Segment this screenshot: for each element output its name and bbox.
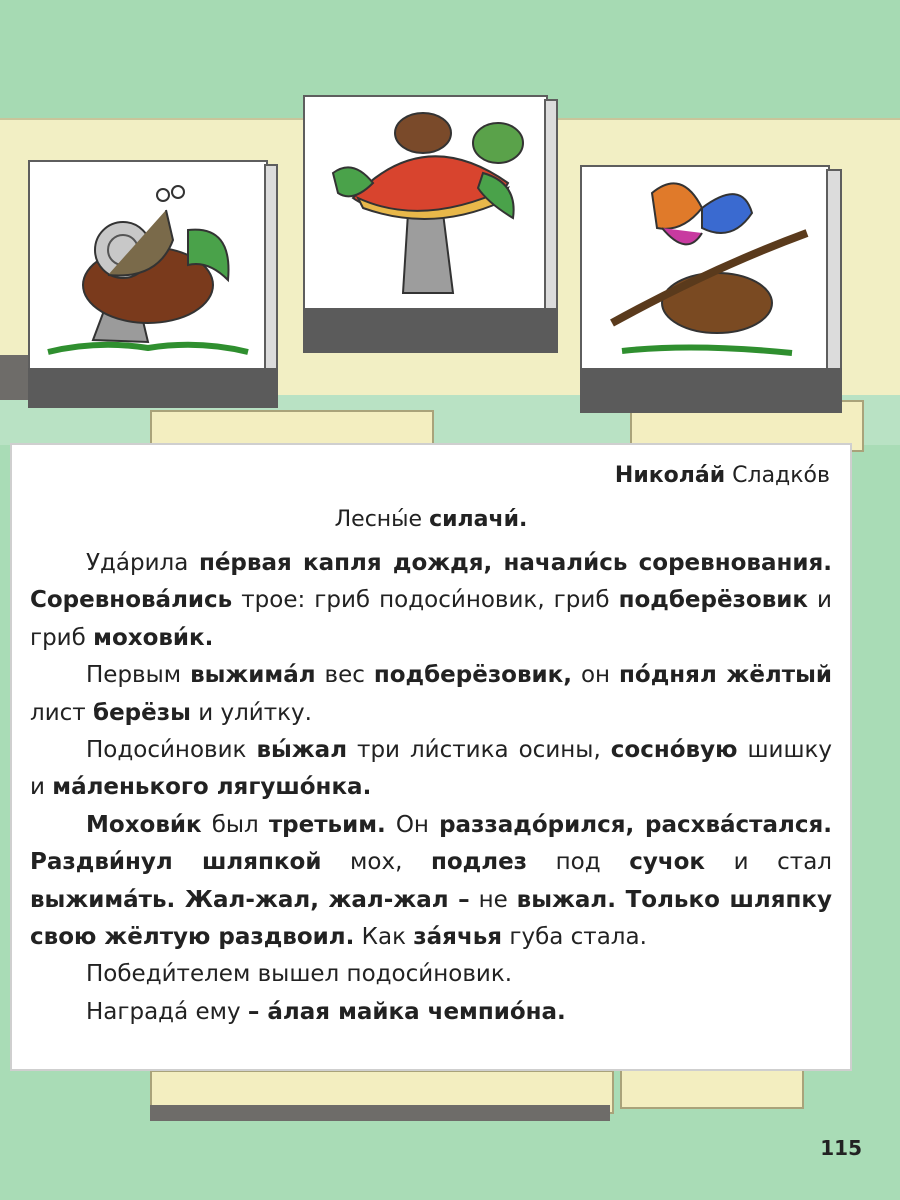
author-name [615, 463, 830, 488]
story-title-bold: силачи́. [429, 507, 528, 532]
text-run: Первым [86, 662, 191, 689]
text-run: берёзы [93, 699, 191, 726]
text-run: соснóвую [610, 737, 738, 764]
text-run: он [572, 662, 620, 689]
text-run: был [201, 811, 269, 838]
boletus-frog-illustration [313, 103, 543, 303]
page-number: 115 [820, 1136, 862, 1160]
text-run: третьим. [268, 811, 386, 838]
picture-cube-butterfly [580, 165, 845, 415]
text-run: подлез [430, 849, 528, 876]
story-paragraph [30, 545, 832, 657]
text-run: подберёзовик, [373, 662, 573, 689]
text-run: Победи́телем вышел подоси́новик. [86, 961, 513, 988]
text-run: и гриб [30, 587, 832, 651]
text-run: сучок [629, 849, 706, 876]
author-last-name: Сладкóв [732, 463, 830, 488]
text-run: раззадóрился, расхвáстался. Раздви́нул шляпкой [30, 811, 833, 876]
text-run: пéрвая капля дождя, начали́сь соревнования. [198, 550, 832, 576]
text-run: не [469, 886, 517, 913]
text-run: шишку и [30, 737, 832, 801]
text-run: губа стала. [502, 924, 647, 951]
text-run: Как [354, 924, 414, 951]
text-run: выжал. Только шляпку свою жёлтую раздвоил. [30, 886, 833, 951]
text-run: вы́жал [256, 737, 348, 764]
text-run: Соревновáлись [30, 587, 233, 614]
story-text-panel [10, 443, 852, 1071]
text-run: выжимáл [190, 662, 316, 689]
text-run: мáленького лягушóнка. [52, 774, 372, 801]
text-run: подберёзовик [618, 587, 808, 614]
picture-cube-mushroom-frog [303, 95, 558, 385]
story-paragraph [30, 807, 832, 957]
snail-mushroom-illustration [38, 170, 258, 360]
text-run: Удáрила [86, 550, 199, 576]
picture-cube-snail [28, 160, 278, 410]
story-paragraph [30, 657, 832, 732]
text-run: три ли́стика осины, [347, 737, 611, 764]
text-run: Подоси́новик [86, 737, 257, 764]
text-run: Наградá ему [86, 998, 248, 1025]
text-run: зáячья [413, 924, 503, 951]
text-run: вес [315, 662, 374, 689]
text-run: Он [385, 811, 440, 838]
author-first-name: Николáй [614, 463, 726, 488]
story-title-plain: Лесны́е [334, 507, 423, 532]
text-run: выжимáть. Жал-жал, жал-жал – [30, 886, 470, 913]
text-run: и ули́тку. [190, 699, 312, 726]
text-run: – áлая майка чемпиóна. [247, 998, 566, 1025]
text-run: трое: гриб подоси́новик, гриб [232, 587, 619, 614]
story-paragraph [30, 732, 832, 807]
block-shadow [150, 1105, 610, 1121]
story-title [12, 507, 850, 532]
story-paragraph [30, 994, 832, 1031]
text-run: Мохови́к [86, 811, 202, 838]
block-shadow [0, 355, 28, 400]
butterfly-mushroom-illustration [592, 173, 822, 363]
text-run: пóднял жёлтый [619, 662, 833, 689]
block-decoration [620, 1065, 804, 1109]
story-body [30, 545, 832, 1031]
text-run: мохови́к. [93, 624, 214, 651]
text-run: под [527, 849, 630, 876]
story-paragraph [30, 956, 832, 993]
text-run: лист [30, 699, 94, 726]
text-run: и стал [705, 849, 832, 876]
text-run: мох, [321, 849, 431, 876]
